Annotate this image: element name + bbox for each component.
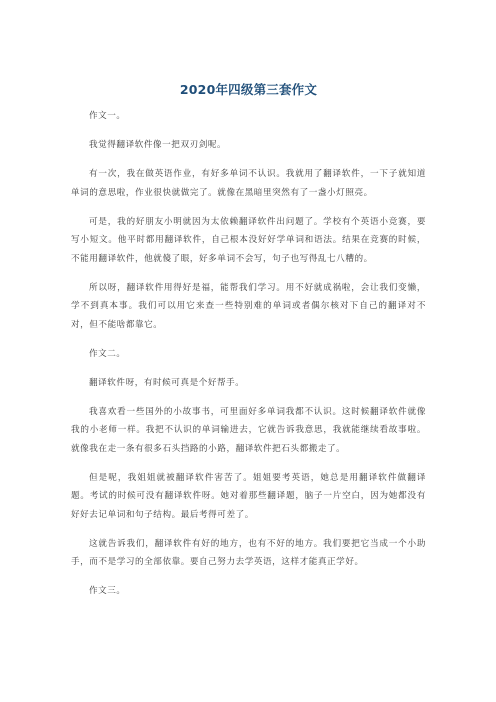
paragraph: 但是呢，我姐姐就被翻译软件害苦了。姐姐要考英语，她总是用翻译软件做翻译题。考试的时候可没有翻译软件呀。她对着那些翻译题，脑子一片空白，因为她都没有好好去记单词和句子结构。最后考得可差了。 xyxy=(71,472,426,520)
paragraph: 作文二。 xyxy=(89,348,126,359)
paragraph: 有一次，我在做英语作业，有好多单词不认识。我就用了翻译软件，一下子就知道单词的意思啦，作业很快就做完了。就像在黑暗里突然有了一盏小灯照亮。 xyxy=(71,169,426,198)
document-title: 2020年四级第三套作文 xyxy=(179,82,318,97)
paragraph: 我觉得翻译软件像一把双刃剑呢。 xyxy=(89,140,227,150)
paragraph: 我喜欢看一些国外的小故事书，可里面好多单词我都不认识。这时候翻译软件就像我的小老师一样。我把不认识的单词输进去，它就告诉我意思，我就能继续看故事啦。就像我在走一条有很多石头挡路的小路，翻译软件把石头都搬走了。 xyxy=(71,406,426,454)
paragraph: 这就告诉我们，翻译软件有好的地方，也有不好的地方。我们要把它当成一个小助手，而不是学习的全部依靠。要自己努力去学英语，这样才能真正学好。 xyxy=(71,538,426,567)
paragraph: 作文一。 xyxy=(89,111,126,121)
paragraph: 所以呀，翻译软件用得好是福，能帮我们学习。用不好就成祸啦，会让我们变懒，学不到真本事。我们可以用它来查一些特别难的单词或者偶尔核对下自己的翻译对不对，但不能啥都靠它。 xyxy=(71,282,426,330)
paragraph: 作文三。 xyxy=(89,586,126,596)
paragraph: 翻译软件呀，有时候可真是个好帮手。 xyxy=(89,377,245,388)
paragraph: 可是，我的好朋友小明就因为太依赖翻译软件出问题了。学校有个英语小竞赛，要写小短文。他平时都用翻译软件，自己根本没好好学单词和语法。结果在竞赛的时候，不能用翻译软件，他就傻了眼，好多单词不会写，句子也写得乱七八糟的。 xyxy=(71,216,426,264)
